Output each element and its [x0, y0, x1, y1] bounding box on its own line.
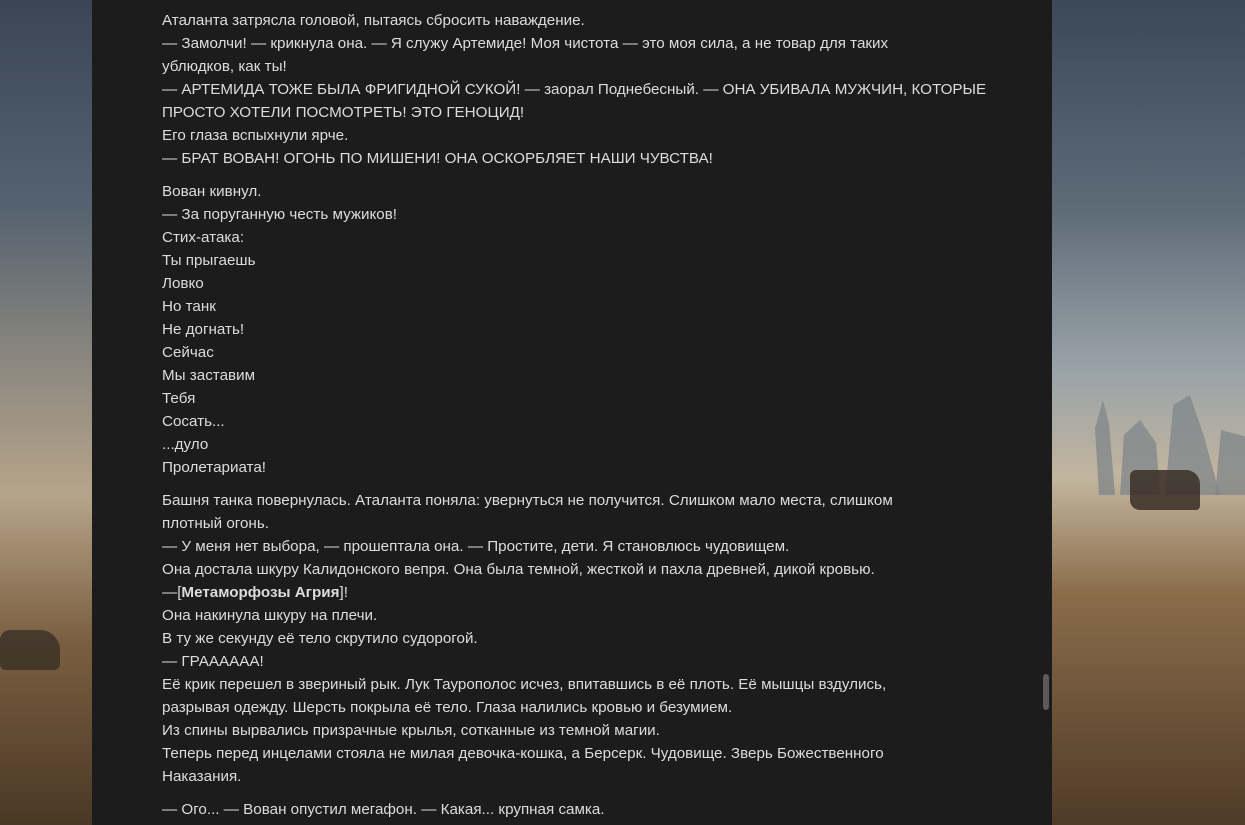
text-line: Аталанта затрясла головой, пытаясь сбросить наваждение. — [162, 12, 585, 29]
text-line: ...дуло — [162, 436, 209, 453]
background-rock — [0, 630, 60, 670]
background-left — [0, 0, 92, 825]
paragraph-gap — [162, 170, 1002, 180]
text-line: Ловко — [162, 275, 204, 292]
text-line: Ты прыгаешь — [162, 252, 256, 269]
text-line: Сейчас — [162, 344, 214, 361]
text-line: Тебя — [162, 390, 196, 407]
text-line: Теперь перед инцелами стояла не милая девочка-кошка, а Берсерк. Чудовище. Зверь Божественного — [162, 745, 884, 762]
text-line: Из спины вырвались призрачные крылья, сотканные из темной магии. — [162, 722, 660, 739]
text-line: Но танк — [162, 298, 216, 315]
spell-name: Метаморфозы Агрия — [181, 584, 340, 601]
text-line: — У меня нет выбора, — прошептала она. — Простите, дети. Я становлюсь чудовищем. — [162, 538, 790, 555]
text-line: Её крик перешел в звериный рык. Лук Таурополос исчез, впитавшись в её плоть. Её мышцы вздулись, — [162, 676, 887, 693]
text-line: Наказания. — [162, 768, 242, 785]
text-line: Вован кивнул. — [162, 183, 262, 200]
text-line: Пролетариата! — [162, 459, 267, 476]
text-line: — Ого... — Вован опустил мегафон. — Какая... крупная самка. — [162, 801, 605, 818]
background-rubble — [1130, 470, 1200, 510]
text-line: В ту же секунду её тело скрутило судорогой. — [162, 630, 478, 647]
text-line: Башня танка повернулась. Аталанта поняла: увернуться не получится. Слишком мало места, слишком — [162, 492, 893, 509]
text-line: ПРОСТО ХОТЕЛИ ПОСМОТРЕТЬ! ЭТО ГЕНОЦИД! — [162, 104, 525, 121]
spell-bracket-open: —[ — [162, 584, 182, 601]
text-line: Она накинула шкуру на плечи. — [162, 607, 378, 624]
text-line: — За поруганную честь мужиков! — [162, 206, 398, 223]
spell-line — [162, 581, 1002, 604]
text-line: разрывая одежду. Шерсть покрыла её тело. Глаза налились кровью и безумием. — [162, 699, 733, 716]
text-line: Не догнать! — [162, 321, 245, 338]
chapter-text — [162, 9, 1002, 821]
paragraph-gap — [162, 788, 1002, 798]
text-line: — АРТЕМИДА ТОЖЕ БЫЛА ФРИГИДНОЙ СУКОЙ! — заорал Поднебесный. — ОНА УБИВАЛА МУЖЧИН, КОТОРЫЕ — [162, 81, 987, 98]
text-line: Мы заставим — [162, 367, 256, 384]
text-line: Его глаза вспыхнули ярче. — [162, 127, 349, 144]
text-line: ублюдков, как ты! — [162, 58, 287, 75]
text-line: — Замолчи! — крикнула она. — Я служу Артемиде! Моя чистота — это моя сила, а не товар для таких — [162, 35, 889, 52]
background-right — [1052, 0, 1245, 825]
paragraph-gap — [162, 479, 1002, 489]
text-line: Она достала шкуру Калидонского вепря. Она была темной, жесткой и пахла древней, дикой кровью. — [162, 561, 875, 578]
spell-bracket-close: ]! — [339, 584, 348, 601]
text-line: плотный огонь. — [162, 515, 269, 532]
text-line: Сосать... — [162, 413, 225, 430]
text-line: Стих-атака: — [162, 229, 245, 246]
scrollbar-thumb[interactable] — [1043, 674, 1049, 710]
text-line: — ГРАААААА! — [162, 653, 264, 670]
text-line: — БРАТ ВОВАН! ОГОНЬ ПО МИШЕНИ! ОНА ОСКОРБЛЯЕТ НАШИ ЧУВСТВА! — [162, 150, 713, 167]
